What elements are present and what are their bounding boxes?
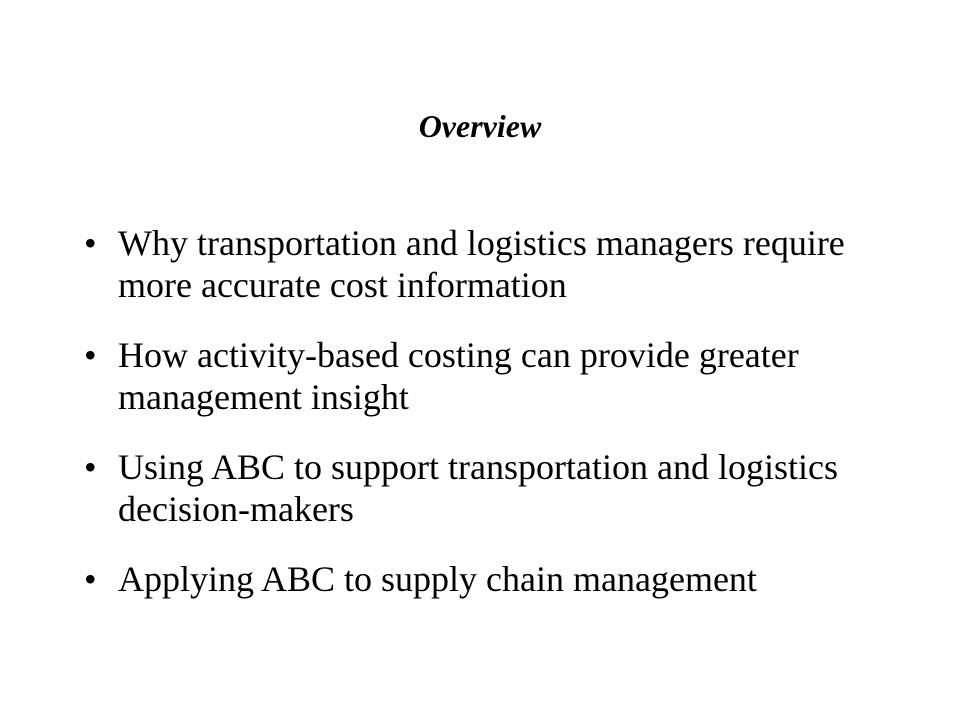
- bullet-text: Why transportation and logistics managers require more accurate cost information: [118, 223, 845, 305]
- bullet-dot-icon: •: [84, 559, 97, 599]
- bullet-text: Applying ABC to supply chain management: [118, 559, 757, 599]
- bullet-text: Using ABC to support transportation and logistics decision-makers: [118, 447, 838, 529]
- bullet-list: [84, 222, 904, 600]
- bullet-item-1: [84, 222, 904, 306]
- bullet-item-2: [84, 334, 904, 418]
- bullet-dot-icon: •: [84, 223, 97, 263]
- bullet-dot-icon: •: [84, 447, 97, 487]
- bullet-item-3: [84, 446, 904, 530]
- bullet-item-4: [84, 558, 904, 600]
- bullet-dot-icon: •: [84, 335, 97, 375]
- slide-title: Overview: [418, 108, 542, 144]
- bullet-text: How activity-based costing can provide greater management insight: [118, 335, 799, 417]
